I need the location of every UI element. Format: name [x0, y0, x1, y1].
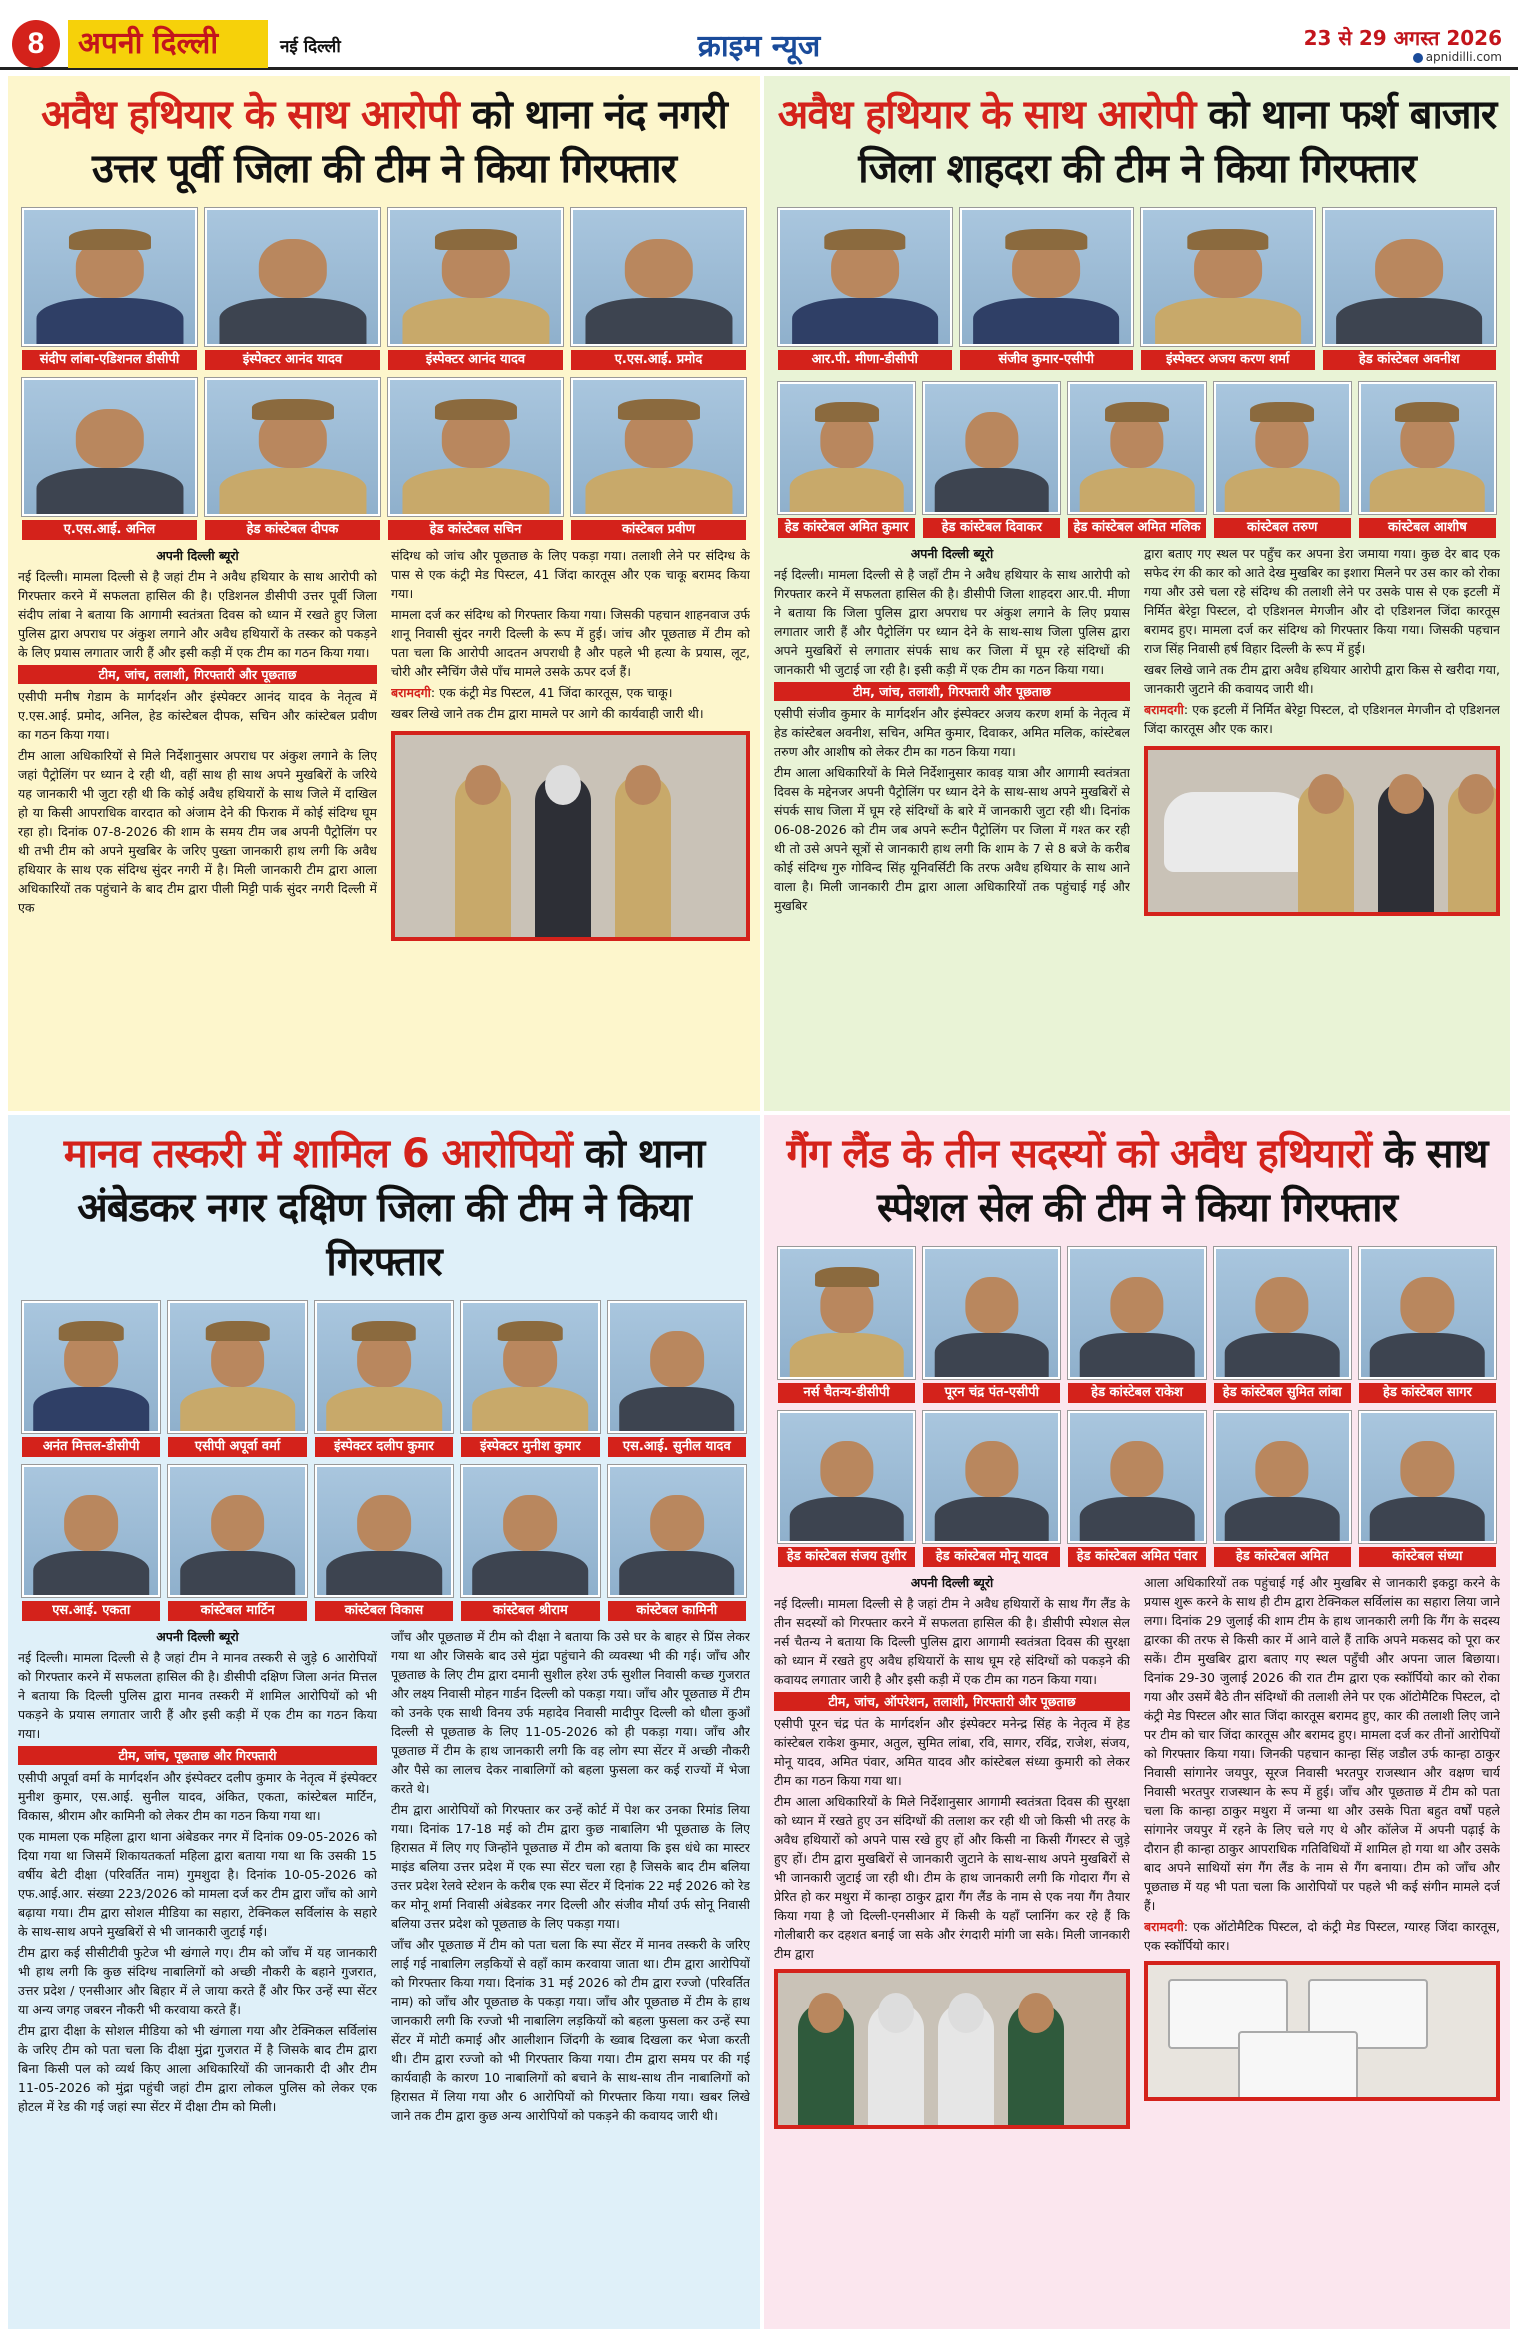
subheading: टीम, जांच, ऑपरेशन, तलाशी, गिरफ्तारी और पूछताछ [774, 1692, 1130, 1711]
officer-name: अनंत मित्तल-डीसीपी [22, 1437, 160, 1457]
article-column [1144, 544, 1500, 917]
subheading: टीम, जांच, तलाशी, गिरफ्तारी और पूछताछ [774, 682, 1130, 701]
paragraph: द्वारा बताए गए स्थल पर पहुँच कर अपना डेरा जमाया गया। कुछ देर बाद एक सफेद रंग की कार को आते देख मुखबिर का इशारा मिलने पर उस कार को रोका गया और उसे चला रहे संदिग्ध की तलाशी लेने पर उसके पास से एक इटली में निर्मित बेरेट्टा पिस्टल, दो एडिशनल मेगजीन और दो एडिशनल जिंदा कारतूस बरामद हुए। मामला दर्ज कर संदिग्ध को गिरफ्तार किया गया। जिसकी पहचान राज सिंह निवासी हर्ष विहार दिल्ली के रूप में हुई। [1144, 546, 1500, 656]
officer-photo [1068, 1247, 1205, 1379]
officer-name: ए.एस.आई. प्रमोद [571, 350, 746, 370]
article-column [774, 1573, 1130, 2129]
headline [8, 1115, 760, 1295]
officer-name: पूरन चंद्र पंत-एसीपी [923, 1383, 1060, 1403]
officer-card [1137, 206, 1319, 376]
officer-card [18, 206, 201, 376]
officer-name: एस.आई. एकता [22, 1601, 160, 1621]
officer-card [164, 1299, 310, 1463]
officer-photo [205, 378, 380, 516]
paragraph: टीम द्वारा आरोपियों को गिरफ्तार कर उन्हें कोर्ट में पेश कर उनका रिमांड लिया गया। दिनांक 17-18 मई को टीम द्वारा कुछ नाबालिग भी पूछताछ के लिए हिरासत में लिए गए जिन्होंने पूछताछ में टीम को बताया कि इस धंधे का मास्टर माइंड बलिया उत्तर प्रदेश में एक स्पा सेंटर चला रहा है जिसके बाद टीम बलिया उत्तर प्रदेश रेलवे स्टेशन के करीब एक स्पा सेंटर में दिनांक 22 मई 2026 को रेड कर मोनू शर्मा निवासी अंबेडकर नगर दिल्ली और संजीव मौर्या उर्फ सोनू निवासी बलिया उत्तर प्रदेश को पूछताछ के लिए पकड़ा गया। [391, 1802, 750, 1931]
officer-photo [461, 1301, 599, 1433]
officer-card [384, 206, 567, 376]
officer-photo [608, 1465, 746, 1597]
website[interactable] [1413, 50, 1502, 64]
article-column [18, 1627, 377, 2127]
paragraph: टीम आला अधिकारियों के मिले निर्देशानुसार आगामी स्वतंत्रता दिवस की सुरक्षा को ध्यान में रखते हुए उन संदिग्धों की तलाश कर रही थी जो किसी भी तरह के अवैध हथियारों को अपने पास रखे हुए हों और किसी ना किसी गैंगस्टर से जुड़े हुए हों। टीम द्वारा मुखबिरों से जानकारी जुटाने के साथ-साथ अपने मुखबिरों से भी जानकारी जुटाई जा रही थी। टीम के हाथ जानकारी लगी कि गोदारा गैंग से प्रेरित हो कर मथुरा में कान्हा ठाकुर द्वारा गैंग लैंड के नाम से एक नया गैंग तैयार किया गया है जो दिल्ली-एनसीआर में किसी के यहाँ प्लानिंग कर रहे हैं कि गोलीबारी कर दहशत बनाई जा सके और रंगदारी मांगी जा सके। मिली जानकारी टीम द्वारा [774, 1794, 1130, 1961]
officer-name: कांस्टेबल संध्या [1359, 1547, 1496, 1567]
officer-photo [1214, 1411, 1351, 1543]
arrest-photo [1144, 746, 1500, 916]
officer-card [604, 1463, 750, 1627]
article-column [391, 546, 750, 941]
arrest-photo [774, 1969, 1130, 2129]
officer-photo [923, 382, 1060, 514]
officer-name: हेड कांस्टेबल संजय तुशीर [778, 1547, 915, 1567]
masthead [0, 0, 1518, 70]
officer-card [457, 1463, 603, 1627]
officer-photo [388, 208, 563, 346]
headline-highlight: अवैध हथियार के साथ आरोपी [777, 92, 1196, 138]
headline-highlight: मानव तस्करी में शामिल 6 आरोपियों [63, 1131, 572, 1177]
officer-photo [778, 208, 952, 346]
paragraph: खबर लिखे जाने तक टीम द्वारा अवैध हथियार आरोपी द्वारा किस से खरीदा गया, जानकारी जुटाने की कवायद जारी थी। [1144, 662, 1500, 696]
recovery-label: बरामदगी [1144, 1919, 1184, 1934]
officer-card [1355, 1245, 1500, 1409]
officer-name: हेड कांस्टेबल अमित पंवार [1068, 1547, 1205, 1567]
city-label: नई दिल्ली [280, 37, 341, 57]
officer-card [1064, 1409, 1209, 1573]
story-nand-nagari [8, 76, 760, 1111]
officer-name: हेड कांस्टेबल अवनीश [1323, 350, 1497, 370]
officer-name: नर्स चैतन्य-डीसीपी [778, 1383, 915, 1403]
arrest-photo [391, 731, 750, 941]
recovery-line [1144, 1917, 1500, 1955]
paragraph: मामला दर्ज कर संदिग्ध को गिरफ्तार किया गया। जिसकी पहचान शाहनवाज उर्फ शानू निवासी सुंदर नगरी दिल्ली के रूप में हुई। जांच और पूछताछ में टीम को पता चला कि आरोपी आदतन अपराधी है और पहले भी हत्या के प्रयास, लूट, चोरी और स्नैचिंग जैसे पाँच मामले उसके ऊपर दर्ज हैं। [391, 607, 750, 679]
officer-name: कांस्टेबल प्रवीण [571, 520, 746, 540]
officer-name: कांस्टेबल श्रीराम [461, 1601, 599, 1621]
officer-gallery [774, 1245, 1500, 1573]
officer-name: हेड कांस्टेबल सचिन [388, 520, 563, 540]
officer-name: संदीप लांबा-एडिशनल डीसीपी [22, 350, 197, 370]
article-column [1144, 1573, 1500, 2129]
officer-card [1064, 380, 1209, 544]
officer-name: कांस्टेबल मार्टिन [168, 1601, 306, 1621]
officer-name: हेड कांस्टेबल अमित मलिक [1068, 518, 1205, 538]
officer-photo [1214, 1247, 1351, 1379]
story-special-cell [764, 1115, 1510, 2329]
officer-photo [571, 378, 746, 516]
officer-photo [923, 1411, 1060, 1543]
officer-photo [1359, 382, 1496, 514]
officer-photo [22, 378, 197, 516]
officer-card [956, 206, 1138, 376]
officer-gallery [774, 380, 1500, 544]
bureau-byline: अपनी दिल्ली ब्यूरो [910, 1575, 994, 1590]
officer-card [457, 1299, 603, 1463]
officer-name: हेड कांस्टेबल अमित [1214, 1547, 1351, 1567]
officer-card [919, 1409, 1064, 1573]
officer-photo [22, 1301, 160, 1433]
paragraph: एसीपी मनीष गेडाम के मार्गदर्शन और इंस्पेक्टर आनंद यादव के नेतृत्व में ए.एस.आई. प्रमोद, अनिल, हेड कांस्टेबल दीपक, सचिन और कांस्टेबल प्रवीण का गठन किया गया। [18, 689, 377, 742]
officer-name: संजीव कुमार-एसीपी [960, 350, 1134, 370]
paragraph: टीम द्वारा दीक्षा के सोशल मीडिया को भी खंगाला गया और टेक्निकल सर्विलांस के जरिए टीम को पता चला कि दीक्षा मुंद्रा गुजरात में है जिसके बाद टीम द्वारा बिना किसी पल को व्यर्थ किए आला अधिकारियों की जानकारी दी और टीम 11-05-2026 को मुंद्रा पहुंची जहां टीम द्वारा लोकल पुलिस को लेकर एक होटल में रेड की गई जहां स्पा सेंटर में दीक्षा टीम को मिली। [18, 2023, 377, 2114]
officer-card [919, 380, 1064, 544]
officer-card [18, 376, 201, 546]
officer-name: कांस्टेबल तरुण [1214, 518, 1351, 538]
officer-name: हेड कांस्टेबल दीपक [205, 520, 380, 540]
officer-photo [923, 1247, 1060, 1379]
article-column [774, 544, 1130, 917]
officer-photo [22, 208, 197, 346]
recovered-weapons-photo [1144, 1961, 1500, 2101]
officer-name: ए.एस.आई. अनिल [22, 520, 197, 540]
recovery-text: : एक ऑटोमैटिक पिस्टल, दो कंट्री मेड पिस्टल, ग्यारह जिंदा कारतूस, एक स्कॉर्पियो कार। [1144, 1919, 1500, 1953]
officer-card [201, 206, 384, 376]
officer-photo [1323, 208, 1497, 346]
officer-card [774, 206, 956, 376]
officer-gallery [18, 1299, 750, 1627]
officer-card [1210, 380, 1355, 544]
officer-card [774, 380, 919, 544]
paragraph: जाँच और पूछताछ में टीम को दीक्षा ने बताया कि उसे घर के बाहर से प्रिंस लेकर गया था और जिसके बाद उसे मुंद्रा पहुंचाने की व्यवस्था भी की गई। जाँच और पूछताछ के लिए टीम द्वारा दमानी सुशील हरेश उर्फ सुशील निवासी कच्छ गुजरात और लक्ष्य निवासी मोहन गार्डन दिल्ली को पकड़ा गया। जाँच और पूछताछ में टीम को उनके एक साथी विनय उर्फ महादेव निवासी मादीपुर दिल्ली को धौला कुआँ दिल्ली से पूछताछ के लिए 11-05-2026 को ही पकड़ा गया। जाँच और पूछताछ में टीम के हाथ जानकारी लगी कि वह लोग स्पा सेंटर में अच्छी नौकरी और पैसे का लालच देकर नाबालिगों को बहला फुसला कर कई राज्यों में भेजा करते थे। [391, 1629, 750, 1796]
category-title: क्राइम न्यूज [697, 29, 821, 64]
paragraph: टीम आला अधिकारियों के मिले निर्देशानुसार कावड़ यात्रा और आगामी स्वतंत्रता दिवस के मद्देनजर अपनी पैट्रोलिंग पर ध्यान देने के साथ-साथ अपने मुखबिरों से संपर्क साध जिला में घूम रहे संदिग्धों के बारे में जानकारी जुटा रही थी। दिनांक 06-08-2026 को टीम जब अपने रूटीन पैट्रोलिंग पर जिला में गश्त कर रही थी तो उसे अपने सूत्रों से जानकारी हाथ लगी कि शाम के 7 से 8 बजे के करीब कोई संदिग्ध गुरु गोविन्द सिंह यूनिवर्सिटी कि तरफ अवैध हथियार के साथ आने वाला है। मिली जानकारी टीम द्वारा आला अधिकारियों तक पहुंचाई गई और मुखबिर [774, 765, 1130, 913]
article-column [391, 1627, 750, 2127]
officer-photo [778, 1247, 915, 1379]
officer-name: इंस्पेक्टर अजय करण शर्मा [1141, 350, 1315, 370]
paragraph: टीम द्वारा कई सीसीटीवी फुटेज भी खंगाले गए। टीम को जाँच में यह जानकारी भी हाथ लगी कि कुछ संदिग्ध नाबालिगों को अच्छी नौकरी के बहाने गुजरात, उत्तर प्रदेश / एनसीआर और बिहार में ले जाया करते हैं और फिर उन्हें स्पा सेंटर या अन्य जगह जबरन नौकरी भी करवाया करते हैं। [18, 1945, 377, 2017]
page-number: 8 [12, 20, 60, 68]
story-farsh-bazar [764, 76, 1510, 1111]
globe-icon [1413, 53, 1423, 63]
officer-photo [608, 1301, 746, 1433]
officer-photo [22, 1465, 160, 1597]
officer-photo [1359, 1411, 1496, 1543]
article-column [18, 546, 377, 941]
section-title: अपनी दिल्ली [68, 20, 268, 68]
officer-photo [205, 208, 380, 346]
paragraph: नई दिल्ली। मामला दिल्ली से है जहां टीम ने मानव तस्करी से जुड़े 6 आरोपियों को गिरफ्तार करने में सफलता हासिल की है। डीसीपी दक्षिण जिला अनंत मित्तल ने बताया कि दिल्ली पुलिस द्वारा मानव तस्करी में शामिल आरोपियों को भी पकड़ने के प्रयास लगातार जारी हैं और इसी कड़ी में एक टीम का गठन किया गया। [18, 1650, 377, 1741]
officer-photo [168, 1465, 306, 1597]
headline-highlight: अवैध हथियार के साथ आरोपी [41, 92, 459, 138]
officer-photo [1141, 208, 1315, 346]
officer-card [311, 1299, 457, 1463]
officer-card [18, 1299, 164, 1463]
officer-card [1355, 380, 1500, 544]
officer-card [311, 1463, 457, 1627]
officer-card [774, 1409, 919, 1573]
officer-photo [778, 1411, 915, 1543]
officer-photo [571, 208, 746, 346]
officer-photo [1068, 1411, 1205, 1543]
officer-gallery [774, 206, 1500, 376]
evidence-tray [1238, 2031, 1358, 2101]
officer-name: कांस्टेबल विकास [315, 1601, 453, 1621]
subheading: टीम, जांच, तलाशी, गिरफ्तारी और पूछताछ [18, 665, 377, 684]
officer-name: कांस्टेबल आशीष [1359, 518, 1496, 538]
headline-text: को थाना नंद नगरी उत्तर पूर्वी जिला की टीम ने किया गिरफ्तार [92, 92, 727, 192]
paragraph: नई दिल्ली। मामला दिल्ली से है जहां टीम ने अवैध हथियारों के साथ गैंग लैंड के तीन सदस्यों को गिरफ्तार करने में सफलता हासिल की है। डीसीपी स्पेशल सेल नर्स चैतन्य ने बताया कि दिल्ली पुलिस द्वारा आगामी स्वतंत्रता दिवस की सुरक्षा को ध्यान में रखते हुए अवैध हथियारों के साथ घूम रहे संदिग्धों को पकड़ने की कवायद लगातार जारी है और इसी कड़ी में एक टीम का गठन किया गया। [774, 1596, 1130, 1687]
officer-name: इंस्पेक्टर मुनीश कुमार [461, 1437, 599, 1457]
officer-card [1210, 1245, 1355, 1409]
recovery-label: बरामदगी [1144, 702, 1184, 717]
paragraph: आला अधिकारियों तक पहुंचाई गई और मुखबिर से जानकारी इकट्ठा करने के प्रयास शुरू करने के साथ ही टीम द्वारा टेक्निकल सर्विलांस का सहारा लिया जाने लगा। दिनांक 29 जुलाई की शाम टीम के हाथ जानकारी लगी कि गैंग के सदस्य द्वारका की तरफ से किसी कार में आने वाले हैं ताकि अपने मकसद को पूरा कर सकें। टीम मुखबिर द्वारा बताए गए स्थल पहुँची और अपना जाल बिछाया। दिनांक 29-30 जुलाई 2026 की रात टीम द्वारा एक स्कॉर्पियो कार को रोका गया और उसमें बैठे तीन संदिग्धों की तलाशी लेने पर एक ऑटोमैटिक पिस्टल, दो कंट्री मेड पिस्टल और सात जिंदा कारतूस बरामद हुए, कार की तलाशी लिए जाने पर टीम को चार जिंदा कारतूस और बरामद हुए। मामला दर्ज कर तीनों आरोपियों को गिरफ्तार किया गया। जिनकी पहचान कान्हा सिंह जडौल उर्फ कान्हा ठाकुर निवासी सांगानेर जयपुर, सूरज निवासी भरतपुर राजस्थान और वक्षण चार्य निवासी भरतपुर राजस्थान के रूप में हुई। जाँच और पूछताछ में टीम को पता चला कि कान्हा ठाकुर मथुरा में जन्मा था और उसके पिता बहुत वर्षों पहले सांगानेर जयपुर में रहने के लिए चले गए थे और कॉलेज में अपनी पढ़ाई के दौरान ही कान्हा ठाकुर आपराधिक गतिविधियों में शामिल हो गया था और उसके बाद अपने साथियों संग गैंग लैंड के नाम से गैंग बनाया। टीम को जाँच और पूछताछ में यह भी पता चला कि आरोपियों पर पहले भी कई संगीन मामले दर्ज हैं। [1144, 1575, 1500, 1913]
officer-name: कांस्टेबल कामिनी [608, 1601, 746, 1621]
recovery-line [391, 683, 750, 702]
issue-date: 23 से 29 अगस्त 2026 [1303, 26, 1502, 50]
officer-card [774, 1245, 919, 1409]
headline-highlight: गैंग लैंड के तीन सदस्यों को अवैध हथियारों [786, 1131, 1371, 1177]
recovery-line [1144, 700, 1500, 738]
paragraph: खबर लिखे जाने तक टीम द्वारा मामले पर आगे की कार्यवाही जारी थी। [391, 706, 704, 721]
officer-photo [1214, 382, 1351, 514]
officer-photo [778, 382, 915, 514]
recovery-label: बरामदगी [391, 685, 431, 700]
headline [764, 76, 1510, 202]
paragraph: नई दिल्ली। मामला दिल्ली से है जहां टीम ने अवैध हथियार के साथ आरोपी को गिरफ्तार करने में सफलता हासिल की है। एडिशनल डीसीपी उत्तर पूर्वी जिला संदीप लांबा ने बताया कि आगामी स्वतंत्रता दिवस को ध्यान में रखते हुए जिला पुलिस द्वारा अपराध पर अंकुश लगाने और अवैध हथियारों के तस्कर को पकड़ने के लिए प्रयास लगातार जारी हैं और इसी कड़ी में एक टीम का गठन किया गया। [18, 569, 377, 660]
officer-photo [960, 208, 1134, 346]
officer-name: इंस्पेक्टर आनंद यादव [205, 350, 380, 370]
paragraph: एसीपी संजीव कुमार के मार्गदर्शन और इंस्पेक्टर अजय करण शर्मा के नेतृत्व में हेड कांस्टेबल अवनीश, सचिन, अमित कुमार, दिवाकर, अमित मलिक, कांस्टेबल तरुण और आशीष को लेकर टीम का गठन किया गया। [774, 706, 1130, 759]
officer-photo [315, 1301, 453, 1433]
headline-text: को थाना अंबेडकर नगर दक्षिण जिला की टीम ने किया गिरफ्तार [77, 1131, 705, 1285]
officer-card [567, 206, 750, 376]
bureau-byline: अपनी दिल्ली ब्यूरो [156, 1629, 239, 1644]
officer-photo [168, 1301, 306, 1433]
officer-name: हेड कांस्टेबल दिवाकर [923, 518, 1060, 538]
officer-card [201, 376, 384, 546]
officer-card [1355, 1409, 1500, 1573]
paragraph: एसीपी पूरन चंद्र पंत के मार्गदर्शन और इंस्पेक्टर मनेन्द्र सिंह के नेतृत्व में हेड कांस्टेबल राकेश कुमार, अतुल, सुमित लांबा, रवि, सागर, रविंद्र, राजेश, संजय, मोनू यादव, अमित पंवार, अमित यादव और कांस्टेबल संध्या कुमारी को लेकर टीम का गठन किया गया था। [774, 1716, 1130, 1788]
article-body [774, 1573, 1500, 2129]
article-body [18, 1627, 750, 2127]
website-url[interactable]: apnidilli.com [1425, 50, 1502, 64]
officer-name: हेड कांस्टेबल अमित कुमार [778, 518, 915, 538]
officer-name: हेड कांस्टेबल राकेश [1068, 1383, 1205, 1403]
officer-name: आर.पी. मीणा-डीसीपी [778, 350, 952, 370]
officer-gallery [18, 206, 750, 546]
story-ambedkar-nagar [8, 1115, 760, 2329]
officer-name: हेड कांस्टेबल सुमित लांबा [1214, 1383, 1351, 1403]
paragraph: जाँच और पूछताछ में टीम को पता चला कि स्पा सेंटर में मानव तस्करी के जरिए लाई गई नाबालिग लड़कियों से वहाँ काम करवाया जाता था। टीम द्वारा आरोपियों को गिरफ्तार किया गया। दिनांक 31 मई 2026 को टीम द्वारा रज्जो (परिवर्तित नाम) को जाँच और पूछताछ के पकड़ा गया। जाँच और पूछताछ में टीम के हाथ जानकारी लगी कि रज्जो भी नाबालिग लड़कियों को बहला फुसला कर उन्हें स्पा सेंटर में मोटी कमाई और आलीशान जिंदगी के ख्वाब दिखला कर भेजा करती थी। टीम द्वारा रज्जो को भी गिरफ्तार किया गया। टीम द्वारा समय पर की गई कार्यवाही के कारण 10 नाबालिगों को बचाने के साथ-साथ तीन नाबालिगों को हिरासत में लिया गया और 6 आरोपियों को गिरफ्तार किया गया। खबर लिखे जाने तक टीम द्वारा कुछ अन्य आरोपियों को पकड़ने की कवायद जारी थी। [391, 1937, 750, 2123]
officer-name: एसीपी अपूर्वा वर्मा [168, 1437, 306, 1457]
paragraph: एसीपी अपूर्वा वर्मा के मार्गदर्शन और इंस्पेक्टर दलीप कुमार के नेतृत्व में इंस्पेक्टर मुनीश कुमार, एस.आई. सुनील यादव, अंकित, एकता, कांस्टेबल मार्टिन, विकास, श्रीराम और कामिनी को लेकर टीम का गठन किया गया था। [18, 1770, 377, 1823]
headline [8, 76, 760, 202]
paragraph: संदिग्ध को जांच और पूछताछ के लिए पकड़ा गया। तलाशी लेने पर संदिग्ध के पास से एक कंट्री मेड पिस्टल, 41 जिंदा कारतूस और एक चाकू बरामद किया गया। [391, 548, 750, 601]
article-body [774, 544, 1500, 917]
officer-card [1210, 1409, 1355, 1573]
officer-card [919, 1245, 1064, 1409]
officer-photo [388, 378, 563, 516]
officer-name: हेड कांस्टेबल मोनू यादव [923, 1547, 1060, 1567]
officer-photo [461, 1465, 599, 1597]
paragraph: एक मामला एक महिला द्वारा थाना अंबेडकर नगर में दिनांक 09-05-2026 को दिया गया था जिसमें शिकायतकर्ता महिला द्वारा बताया गया था कि उसकी 15 वर्षीय बेटी दीक्षा (परिवर्तित नाम) गुमशुदा है। दिनांक 10-05-2026 को एफ.आई.आर. संख्या 223/2026 को मामला दर्ज कर टीम द्वारा जाँच को आगे बढ़ाया गया। टीम द्वारा सोशल मीडिया का सहारा, टेक्निकल सर्विलांस के सहारे के साथ-साथ अपने मुखबिरों से भी जानकारी जुटाई गई। [18, 1829, 377, 1939]
officer-card [384, 376, 567, 546]
officer-card [18, 1463, 164, 1627]
officer-card [567, 376, 750, 546]
officer-name: हेड कांस्टेबल सागर [1359, 1383, 1496, 1403]
officer-name: एस.आई. सुनील यादव [608, 1437, 746, 1457]
bureau-byline: अपनी दिल्ली ब्यूरो [910, 546, 994, 561]
article-body [18, 546, 750, 941]
officer-card [164, 1463, 310, 1627]
officer-card [604, 1299, 750, 1463]
headline-text: के साथ स्पेशल सेल की टीम ने किया गिरफ्तार [877, 1131, 1488, 1231]
paragraph: नई दिल्ली। मामला दिल्ली से है जहाँ टीम ने अवैध हथियार के साथ आरोपी को गिरफ्तार करने में सफलता हासिल की है। डीसीपी जिला शाहदरा आर.पी. मीणा ने बताया कि जिला पुलिस द्वारा अपराध पर अंकुश लगाने के लिए प्रयास लगातार जारी हैं और पैट्रोलिंग पर ध्यान देने के साथ-साथ जिला पुलिस द्वारा अपने मुखबिरों से लगातार संपर्क साध कर जिला में घूम रहे संदिग्धों की जानकारी भी जुटाई जा रही है। इसी कड़ी में एक टीम का गठन किया गया। [774, 567, 1130, 677]
headline-text: को थाना फर्श बाजार जिला शाहदरा की टीम ने किया गिरफ्तार [858, 92, 1497, 192]
officer-photo [1359, 1247, 1496, 1379]
recovery-text: : एक कंट्री मेड पिस्टल, 41 जिंदा कारतूस, एक चाकू। [430, 685, 673, 700]
officer-photo [1068, 382, 1205, 514]
officer-card [1064, 1245, 1209, 1409]
headline [764, 1115, 1510, 1241]
officer-name: इंस्पेक्टर दलीप कुमार [315, 1437, 453, 1457]
paragraph: टीम आला अधिकारियों से मिले निर्देशानुसार अपराध पर अंकुश लगाने के लिए जहां पैट्रोलिंग पर ध्यान दे रही थी, वहीं साथ ही साथ अपने मुखबिरों के जरिये यह जानकारी भी जुटा रही थी कि कोई अवैध हथियारों के साथ जिले में दाखिल हो या किसी आपराधिक वारदात को अंजाम देने की फिराक में कोई संदिग्ध घूम रहा हो। दिनांक 07-8-2026 की शाम के समय टीम जब अपनी पैट्रोलिंग पर थी तभी टीम को अपने मुखबिर के जरिए पुख्ता जानकारी हाथ लगी कि अवैध हथियार के साथ एक संदिग्ध सुंदर नगरी में है। मिली जानकारी टीम द्वारा आला अधिकारियों तक पहुंचाने के बाद टीम द्वारा पीली मिट्टी पार्क सुंदर नगरी दिल्ली में एक [18, 748, 377, 915]
subheading: टीम, जांच, पूछताछ और गिरफ्तारी [18, 1746, 377, 1765]
officer-photo [315, 1465, 453, 1597]
officer-name: इंस्पेक्टर आनंद यादव [388, 350, 563, 370]
officer-card [1319, 206, 1501, 376]
bureau-byline: अपनी दिल्ली ब्यूरो [156, 548, 239, 563]
recovery-text: : एक इटली में निर्मित बेरेट्टा पिस्टल, दो एडिशनल मेगजीन दो एडिशनल जिंदा कारतूस और एक कार। [1144, 702, 1500, 736]
